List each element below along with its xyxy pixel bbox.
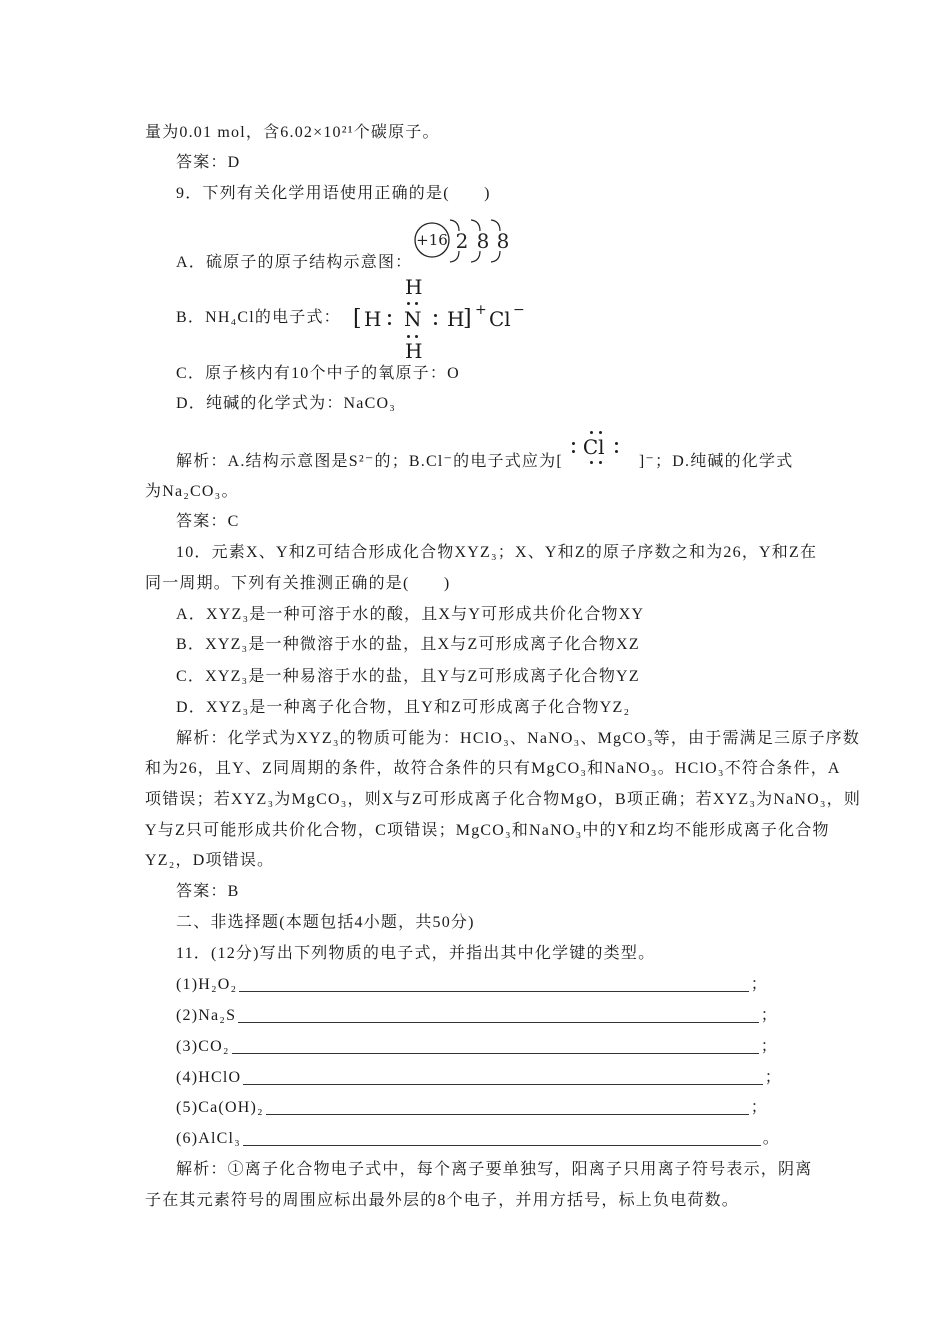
chloride-symbol: Cl xyxy=(489,307,511,331)
shell-3-electrons: 8 xyxy=(496,229,510,253)
electron-dot xyxy=(407,335,410,338)
shell-1-electrons: 2 xyxy=(455,229,469,253)
chlorine-ion-electron-formula xyxy=(563,435,639,473)
blank-label: (1)H₂O₂ xyxy=(176,976,238,993)
electron-dot xyxy=(434,322,437,325)
q9-option-b: B．NH₄Cl的电子式： xyxy=(176,309,341,326)
blank-end-punctuation: ； xyxy=(750,1099,768,1116)
q10-option-b: B．XYZ₃是一种微溶于水的盐，且X与Z可形成离子化合物XZ xyxy=(176,636,640,653)
answer-line xyxy=(266,1113,749,1115)
blank-label: (4)HClO xyxy=(176,1069,242,1086)
electron-dot xyxy=(615,442,618,445)
cation-charge: + xyxy=(475,302,487,318)
electron-dot xyxy=(572,450,575,453)
close-bracket: ] xyxy=(463,306,472,331)
q8-answer: 答案：D xyxy=(176,154,241,171)
electron-dot xyxy=(407,302,410,305)
hydrogen-bottom: H xyxy=(405,339,423,363)
q9-answer: 答案：C xyxy=(176,513,240,530)
q11-blank-4 xyxy=(176,1067,782,1089)
answer-line xyxy=(238,1021,759,1023)
open-bracket: [ xyxy=(353,306,362,331)
hydrogen-left: H xyxy=(364,307,382,331)
answer-line xyxy=(232,1052,759,1054)
q9-option-d: D．纯碱的化学式为：NaCO₃ xyxy=(176,395,397,412)
q8-analysis-continuation: 量为0.01 mol，含6.02×10²¹个碳原子。 xyxy=(145,124,440,141)
blank-end-punctuation: ； xyxy=(764,1069,782,1086)
blank-label: (5)Ca(OH)₂ xyxy=(176,1099,264,1116)
q10-stem-line-2: 同一周期。下列有关推测正确的是( ) xyxy=(145,575,451,592)
q11-analysis-line-1: 解析：①离子化合物电子式中，每个离子要单独写，阳离子只用离子符号表示，阴离 xyxy=(176,1161,813,1178)
blank-end-punctuation: ； xyxy=(760,1038,778,1055)
q10-option-d: D．XYZ₃是一种离子化合物，且Y和Z可形成离子化合物YZ₂ xyxy=(176,699,631,716)
q11-stem: 11．(12分)写出下列物质的电子式，并指出其中化学键的类型。 xyxy=(176,945,656,962)
q10-stem-line-1: 10．元素X、Y和Z可结合形成化合物XYZ₃；X、Y和Z的原子序数之和为26，Y和Z在 xyxy=(176,544,818,561)
q10-analysis-line-4: Y与Z只可能形成共价化合物，C项错误；MgCO₃和NaNO₃中的Y和Z均不能形成离子化合物 xyxy=(145,822,830,839)
electron-dot xyxy=(415,302,418,305)
electron-dot xyxy=(388,314,391,317)
q11-analysis-line-2: 子在其元素符号的周围应标出最外层的8个电子，并用方括号，标上负电荷数。 xyxy=(145,1192,740,1209)
blank-end-punctuation: ； xyxy=(750,976,768,993)
q10-analysis-line-2: 和为26，且Y、Z同周期的条件，故符合条件的只有MgCO₃和NaNO₃。HClO₃不符合条件，A xyxy=(145,760,841,777)
nucleus-charge: +16 xyxy=(416,231,448,249)
hydrogen-right: H xyxy=(447,307,465,331)
electron-dot xyxy=(615,450,618,453)
q9-analysis-part-2: ]⁻；D.纯碱的化学式 xyxy=(638,453,794,470)
blank-end-punctuation: ； xyxy=(760,1007,778,1024)
q10-analysis-line-3: 项错误；若XYZ₃为MgCO₃，则X与Z可形成离子化合物MgO，B项正确；若XYZ₃为NaNO₃，则 xyxy=(145,791,862,808)
blank-end-punctuation: 。 xyxy=(762,1130,780,1147)
q11-blank-2 xyxy=(176,1005,778,1027)
q10-analysis-line-1: 解析：化学式为XYZ₃的物质可能为：HClO₃、NaNO₃、MgCO₃等，由于需满足三原子序数 xyxy=(176,730,861,747)
chlorine-symbol: Cl xyxy=(582,435,605,459)
nitrogen-center: N xyxy=(404,307,422,331)
hydrogen-top: H xyxy=(405,275,423,299)
electron-dot xyxy=(590,461,593,464)
q10-answer: 答案：B xyxy=(176,883,240,900)
blank-label: (6)AlCl₃ xyxy=(176,1130,241,1147)
q11-blank-6 xyxy=(176,1128,780,1150)
electron-dot xyxy=(388,322,391,325)
blank-label: (3)CO₂ xyxy=(176,1038,230,1055)
sulfur-structure-diagram xyxy=(405,215,525,270)
q9-option-a: A．硫原子的原子结构示意图： xyxy=(176,254,413,271)
answer-line xyxy=(243,1083,763,1085)
q9-analysis-line-2: 为Na₂CO₃。 xyxy=(145,483,239,500)
q9-stem: 9．下列有关化学用语使用正确的是( ) xyxy=(176,185,491,202)
anion-charge: − xyxy=(513,302,525,318)
electron-dot xyxy=(572,442,575,445)
q9-analysis-line-1 xyxy=(176,435,794,473)
shell-2-electrons: 8 xyxy=(476,229,490,253)
section-heading: 二、非选择题(本题包括4小题，共50分) xyxy=(176,914,475,931)
electron-dot xyxy=(599,431,602,434)
q10-option-a: A．XYZ₃是一种可溶于水的酸，且X与Y可形成共价化合物XY xyxy=(176,606,645,623)
q9-analysis-part-1: 解析：A.结构示意图是S²⁻的；B.Cl⁻的电子式应为[ xyxy=(176,453,563,470)
q11-blank-5 xyxy=(176,1097,768,1119)
blank-label: (2)Na₂S xyxy=(176,1007,237,1024)
q10-analysis-line-5: YZ₂，D项错误。 xyxy=(145,852,275,869)
answer-line xyxy=(243,1144,761,1146)
q11-blank-3 xyxy=(176,1036,778,1058)
nh4cl-electron-formula xyxy=(345,276,535,364)
electron-dot xyxy=(590,431,593,434)
q10-option-c: C．XYZ₃是一种易溶于水的盐，且Y与Z可形成离子化合物YZ xyxy=(176,668,640,685)
electron-dot xyxy=(599,461,602,464)
electron-dot xyxy=(415,335,418,338)
q11-blank-1 xyxy=(176,974,768,996)
q9-option-c: C．原子核内有10个中子的氧原子：O xyxy=(176,365,460,382)
electron-dot xyxy=(434,314,437,317)
answer-line xyxy=(239,990,748,992)
